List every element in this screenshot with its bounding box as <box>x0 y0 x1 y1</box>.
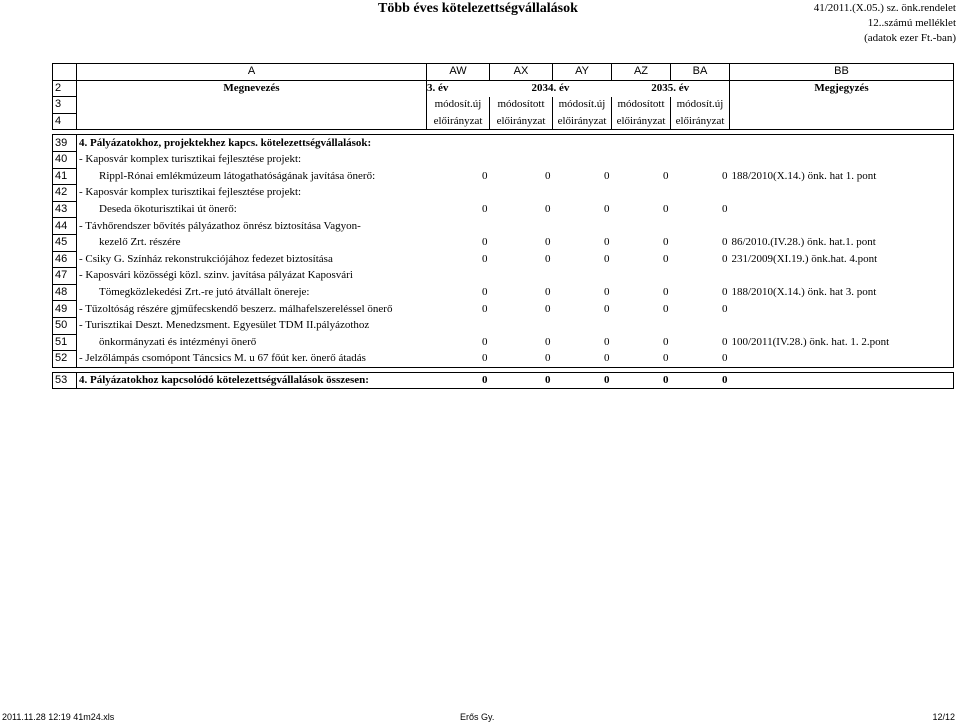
row-value: 0 <box>545 335 551 348</box>
row-number: 53 <box>53 372 77 389</box>
row-number: 45 <box>53 234 77 251</box>
row-value <box>553 218 612 235</box>
blank-cell <box>77 113 427 130</box>
year-header-3: 2035. év <box>612 80 730 97</box>
row-label: - Kaposvár komplex turisztikai fejlesztése projekt: <box>77 151 427 168</box>
row-value: 0 <box>663 252 669 265</box>
name-header: Megnevezés <box>77 80 427 97</box>
row-number: 44 <box>53 218 77 235</box>
row-note: 86/2010.(IV.28.) önk. hat.1. pont <box>730 234 954 251</box>
row-value: 0 <box>722 286 728 299</box>
row-note: 231/2009(XI.19.) önk.hat. 4.pont <box>730 251 954 268</box>
column-header-ax: AX <box>490 64 553 81</box>
header-row-4 <box>53 113 954 130</box>
corner-cell <box>53 64 77 81</box>
row-value: 0 <box>663 335 669 348</box>
column-header-bb: BB <box>730 64 954 81</box>
row-label: 4. Pályázatokhoz, projektekhez kapcs. kötelezettségvállalások: <box>77 135 427 152</box>
row-number: 3 <box>53 97 77 114</box>
table-row <box>53 351 954 368</box>
page-title: Több éves kötelezettségvállalások <box>378 1 578 16</box>
row-value: 0 <box>427 351 490 368</box>
row-value: 0 <box>545 203 551 216</box>
table-row <box>53 284 954 301</box>
row-note <box>730 268 954 285</box>
row-value: 0 <box>612 351 671 368</box>
row-label: - Jelzőlámpás csomópont Táncsics M. u 67 főút ker. önerő átadás <box>77 351 427 368</box>
row-note <box>730 317 954 334</box>
footer-page: 12/12 <box>932 712 955 722</box>
row-value: 0 <box>604 302 610 315</box>
row-value: 0 <box>722 335 728 348</box>
subheader: előirányzat <box>612 113 671 130</box>
row-value: 0 <box>604 203 610 216</box>
row-value: 0 <box>663 169 669 182</box>
row-number: 46 <box>53 251 77 268</box>
row-value: 0 <box>545 236 551 249</box>
row-value: 0 <box>482 252 488 265</box>
row-number: 49 <box>53 301 77 318</box>
header-row-3 <box>53 97 954 114</box>
row-value: 0 <box>604 169 610 182</box>
row-value <box>490 151 553 168</box>
unit-note: (adatok ezer Ft.-ban) <box>864 32 956 44</box>
row-value <box>553 135 612 152</box>
subheader: előirányzat <box>671 113 730 130</box>
subheader: módosít.új <box>671 97 730 114</box>
row-note <box>730 351 954 368</box>
row-value: 0 <box>482 169 488 182</box>
row-value <box>553 151 612 168</box>
row-value: 0 <box>663 302 669 315</box>
row-value: 0 <box>545 169 551 182</box>
row-number: 50 <box>53 317 77 334</box>
row-value: 0 <box>545 252 551 265</box>
column-header-ay: AY <box>553 64 612 81</box>
row-value <box>553 317 612 334</box>
row-label: - Távhőrendszer bővítés pályázathoz önrész biztosítása Vagyon- <box>77 218 427 235</box>
total-value: 0 <box>671 372 730 389</box>
row-note <box>730 151 954 168</box>
note-header: Megjegyzés <box>730 80 954 97</box>
row-value <box>553 268 612 285</box>
row-value <box>671 185 730 202</box>
row-value: 0 <box>722 169 728 182</box>
row-label: önkormányzati és intézményi önerő <box>77 334 427 351</box>
row-value: 0 <box>482 203 488 216</box>
table-row <box>53 334 954 351</box>
table-row <box>53 135 954 152</box>
header-reference <box>814 1 956 46</box>
row-value <box>427 135 490 152</box>
row-value <box>612 317 671 334</box>
row-value <box>490 317 553 334</box>
row-value: 0 <box>604 236 610 249</box>
row-value: 0 <box>490 351 553 368</box>
row-value: 0 <box>671 351 730 368</box>
row-label: Rippl-Rónai emlékmúzeum látogathatóságának javítása önerő: <box>77 168 427 185</box>
row-value: 0 <box>482 335 488 348</box>
blank-cell <box>77 97 427 114</box>
subheader: módosít.új <box>553 97 612 114</box>
row-number: 39 <box>53 135 77 152</box>
regulation-ref: 41/2011.(X.05.) sz. önk.rendelet <box>813 2 956 14</box>
column-header-row <box>53 64 954 81</box>
subheader: előirányzat <box>553 113 612 130</box>
row-value: 0 <box>604 335 610 348</box>
row-value <box>490 268 553 285</box>
row-note: 188/2010(X.14.) önk. hat 3. pont <box>730 284 954 301</box>
row-value <box>671 268 730 285</box>
column-header-aw: AW <box>427 64 490 81</box>
table-row <box>53 168 954 185</box>
row-value <box>427 185 490 202</box>
row-number: 40 <box>53 151 77 168</box>
column-header-a: A <box>77 64 427 81</box>
total-value: 0 <box>612 372 671 389</box>
blank-cell <box>730 113 954 130</box>
row-number: 41 <box>53 168 77 185</box>
row-number: 4 <box>53 113 77 130</box>
row-note <box>730 135 954 152</box>
row-value <box>612 151 671 168</box>
row-label: - Kaposvár komplex turisztikai fejlesztése projekt: <box>77 185 427 202</box>
header-row-2 <box>53 80 954 97</box>
table-row <box>53 251 954 268</box>
row-value <box>427 218 490 235</box>
footer-author: Erős Gy. <box>460 712 495 722</box>
row-label: - Kaposvári közösségi közl. szinv. javítása pályázat Kaposvári <box>77 268 427 285</box>
row-label: Deseda ökoturisztikai út önerő: <box>77 201 427 218</box>
row-note: 188/2010(X.14.) önk. hat 1. pont <box>730 168 954 185</box>
row-label: - Tűzoltóság részére gjműfecskendő beszerz. málhafelszereléssel önerő <box>77 301 427 318</box>
row-label: Tömegközlekedési Zrt.-re jutó átvállalt önereje: <box>77 284 427 301</box>
year-header-2: 2034. év <box>490 80 612 97</box>
row-number: 43 <box>53 201 77 218</box>
row-value: 0 <box>663 236 669 249</box>
row-value <box>490 185 553 202</box>
table-row <box>53 185 954 202</box>
total-value: 0 <box>553 372 612 389</box>
spreadsheet-table <box>52 63 954 389</box>
row-value <box>671 151 730 168</box>
row-value <box>671 218 730 235</box>
total-value: 0 <box>490 372 553 389</box>
row-value: 0 <box>722 236 728 249</box>
row-value: 0 <box>482 286 488 299</box>
row-value: 0 <box>663 286 669 299</box>
row-note <box>730 301 954 318</box>
total-label: 4. Pályázatokhoz kapcsolódó kötelezettségvállalások összesen: <box>77 372 427 389</box>
table-row <box>53 234 954 251</box>
row-value <box>612 268 671 285</box>
row-number: 42 <box>53 185 77 202</box>
row-value <box>490 218 553 235</box>
subheader: módosít.új <box>427 97 490 114</box>
row-value: 0 <box>482 236 488 249</box>
table-body <box>53 135 954 367</box>
row-label: kezelő Zrt. részére <box>77 234 427 251</box>
row-value: 0 <box>482 302 488 315</box>
annex-number: 12..számú melléklet <box>867 17 956 29</box>
row-note <box>730 185 954 202</box>
row-note <box>730 201 954 218</box>
row-value <box>612 135 671 152</box>
row-value: 0 <box>604 252 610 265</box>
column-header-az: AZ <box>612 64 671 81</box>
row-value: 0 <box>604 286 610 299</box>
row-value <box>671 317 730 334</box>
row-value: 0 <box>545 302 551 315</box>
table-row <box>53 201 954 218</box>
row-number: 47 <box>53 268 77 285</box>
row-value: 0 <box>722 302 728 315</box>
row-note: 100/2011(IV.28.) önk. hat. 1. 2.pont <box>730 334 954 351</box>
subheader: előirányzat <box>490 113 553 130</box>
subheader: előirányzat <box>427 113 490 130</box>
table-row <box>53 317 954 334</box>
row-number: 51 <box>53 334 77 351</box>
blank-cell <box>730 372 954 389</box>
row-value <box>427 268 490 285</box>
row-value <box>427 317 490 334</box>
table-row <box>53 301 954 318</box>
row-number: 2 <box>53 80 77 97</box>
row-value <box>553 185 612 202</box>
row-value <box>490 135 553 152</box>
total-row <box>53 372 954 389</box>
row-value: 0 <box>553 351 612 368</box>
total-value: 0 <box>427 372 490 389</box>
row-label: - Csiky G. Színház rekonstrukciójához fedezet biztosítása <box>77 251 427 268</box>
table-row <box>53 218 954 235</box>
row-value <box>612 185 671 202</box>
row-note <box>730 218 954 235</box>
row-value: 0 <box>663 203 669 216</box>
subheader: módosított <box>490 97 553 114</box>
row-value <box>427 151 490 168</box>
column-header-ba: BA <box>671 64 730 81</box>
subheader: módosított <box>612 97 671 114</box>
table-row <box>53 151 954 168</box>
row-value: 0 <box>722 203 728 216</box>
row-label: - Turisztikai Deszt. Menedzsment. Egyesület TDM II.pályázothoz <box>77 317 427 334</box>
row-value: 0 <box>545 286 551 299</box>
blank-cell <box>730 97 954 114</box>
row-value: 0 <box>722 252 728 265</box>
row-number: 48 <box>53 284 77 301</box>
footer-filename: 2011.11.28 12:19 41m24.xls <box>2 712 115 722</box>
table-row <box>53 268 954 285</box>
row-value <box>671 135 730 152</box>
year-header-1: 3. év <box>427 80 490 97</box>
row-value <box>612 218 671 235</box>
row-number: 52 <box>53 351 77 368</box>
